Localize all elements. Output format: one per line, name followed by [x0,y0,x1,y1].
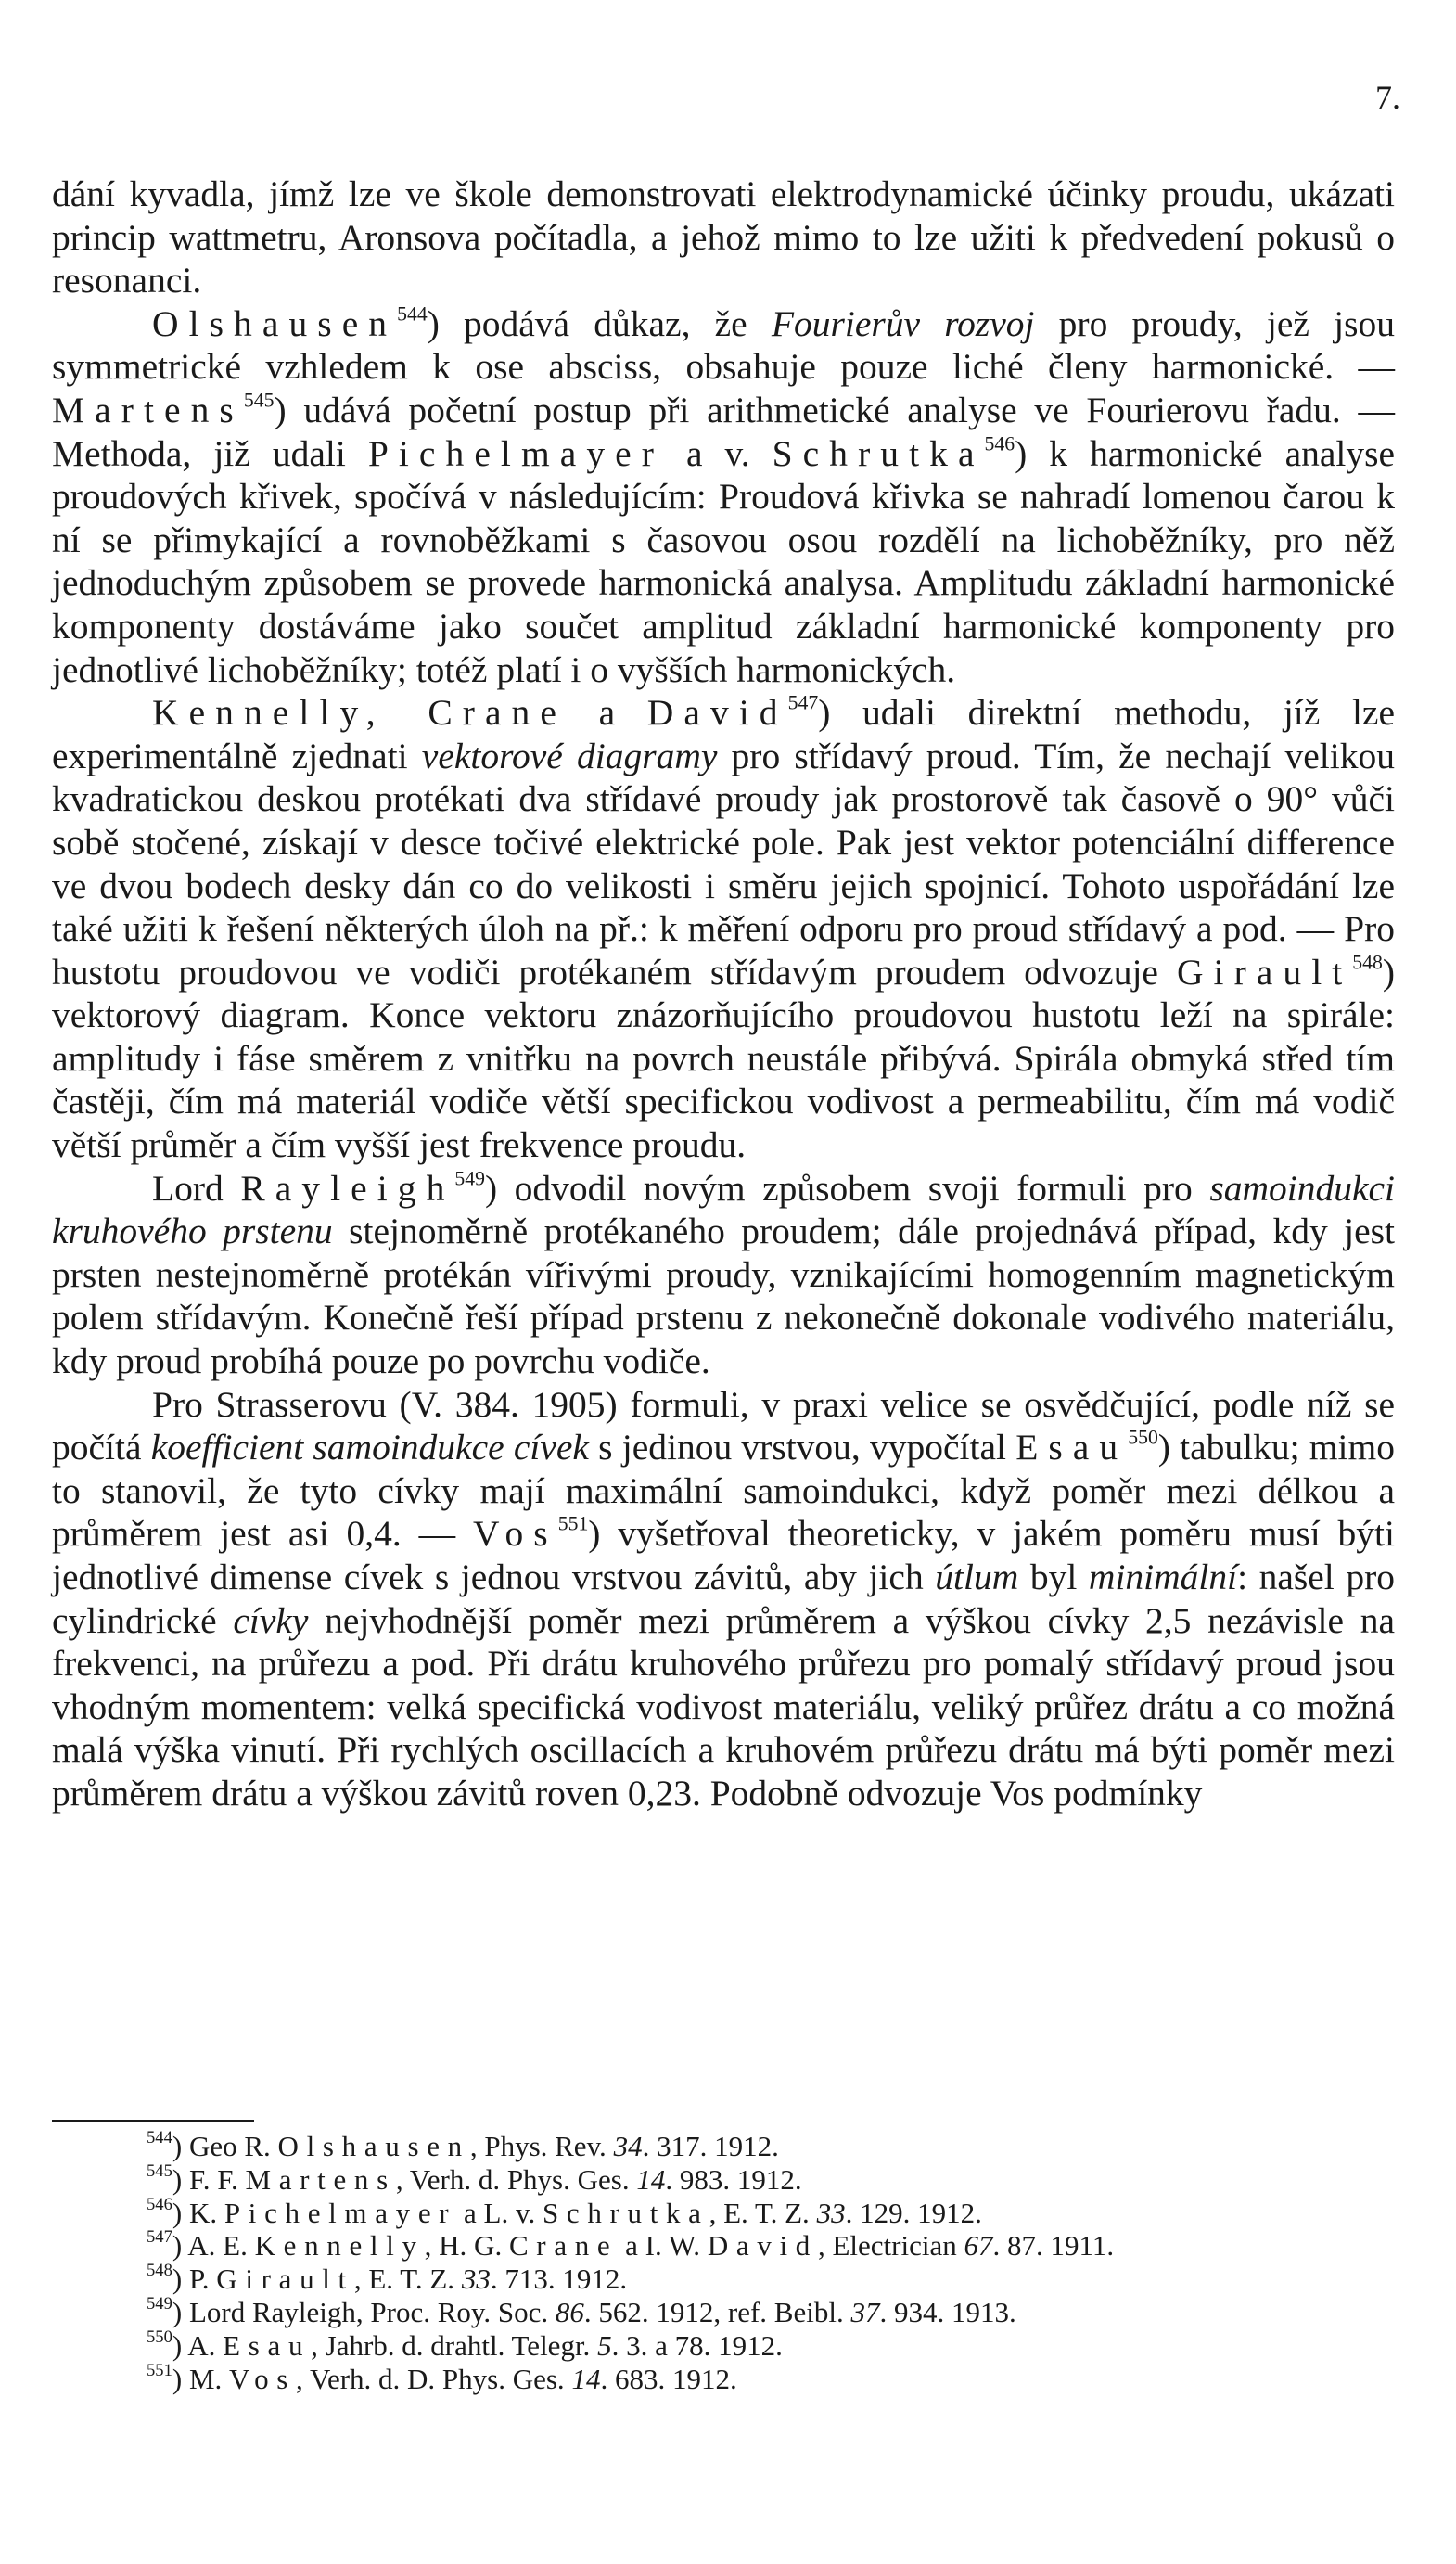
footnote-text: , Jahrb. d. drahtl. Telegr. [311,2328,598,2362]
paragraph-4-text-3: stejnoměrně protékaného proudem; dále projednává případ, kdy jest prsten nestejnoměrně protékán vířivými proudy, vznikajícími homogenním magnetickým polem střídavým. Konečně řeší případ prstenu z nekonečně dokonale vodivého materiálu, kdy proud probíhá pouze po povrchu vodiče. [52,1211,1396,1382]
paragraph-2-text-5: ) k harmonické analyse proudových křivek, spočívá v následujícím: Proudová křivka se nahradí lomenou čarou k ní se přimykající a rovnoběžkami s časovou osou rozdělí na lichoběžníky, pro něž jednoduchým způsobem se provede harmonická analysa. Amplitudu základní harmonické komponenty dostáváme jako součet amplitud základní harmonické komponenty pro jednotlivé lichoběžníky; totéž platí i o vyšších harmonických. [52,432,1396,690]
paragraph-3-text-1: a [566,692,647,734]
paragraph-2-text-2: pro proudy, jež jsou symmetrické vzhledem k ose absciss, obsahuje pouze liché členy harmonické. — [52,302,1395,388]
footnote-text: P. [188,2263,217,2296]
paragraph-5-text-7: nejvhodnější poměr mezi průměrem a výškou cívky 2,5 nezávisle na frekvenci, na průřezu a pod. Při drátu kruhového průřezu pro pomalý střídavý proud jsou vhodným momentem: velká specifická vodivost materiálu, veliký průřez drátu a co možná malá výška vinutí. Při rychlých oscillacích a kruhovém průřezu drátu má býti poměr mezi průměrem drátu a výškou závitů roven 0,23. Podobně odvozuje Vos podmínky [52,1599,1395,1814]
footnote-number: 544 [147,2128,172,2148]
page-number: 7. [1375,79,1400,116]
footnote-text: , Phys. Rev. [469,2130,614,2162]
footnote-volume: 33 [816,2196,846,2229]
author-girault: Girault [1176,951,1353,993]
footnote-551: $^{551}$) M. Vos, Verh. d. D. Phys. Ges. 14. 683. 1912. [147,2360,737,2395]
footnote-text: a L. v. [456,2196,543,2229]
footnote-546: $^{546}$) K. Pichelmayer a L. v. Schrutka, E. T. Z. 33. 129. 1912. [147,2194,982,2229]
footnote-volume: 14 [636,2162,666,2196]
emphasis-fourieruv-rozvoj: Fourierův rozvoj [771,302,1035,344]
footnote-ref-546: 546 [984,432,1015,455]
footnote-544: $^{544}$) Geo R. Olshausen, Phys. Rev. 34. 317. 1912. [147,2128,779,2162]
paragraph-3-text-3: pro střídavý proud. Tím, že nechají velikou kvadratickou deskou protékati dva střídavé proudy jak prostorově tak časově o 90° vůči sobě stočené, získají v desce točivé elektrické pole. Pak jest vektor potenciální difference ve dvou bodech desky dán co do velikosti i směru jejich spojnicí. Tohoto uspořádání lze také užiti k řešení některých úloh na př.: k měření odporu pro proud střídavý a pod. — Pro hustotu proudovou ve vodiči protékaném střídavým proudem odvozuje [52,735,1395,993]
footnote-text: M. [188,2362,230,2395]
footnote-ref-551: 551 [557,1513,589,1536]
author-esau: Esau [1015,1427,1129,1468]
footnote-number: 546 [147,2194,172,2214]
footnote-volume: 37 [850,2295,880,2328]
emphasis-minimalni: minimální [1088,1557,1238,1597]
footnote-text: . 562. 1912, ref. Beibl. [583,2295,851,2328]
footnote-ref-548: 548 [1352,951,1383,974]
footnote-545: $^{545}$) F. F. Martens, Verh. d. Phys. Ges. 14. 983. 1912. [147,2160,802,2196]
footnote-ref-549: 549 [454,1167,485,1190]
footnote-text: , E. T. Z. [353,2263,462,2296]
footnote-text: , E. T. Z. [709,2196,817,2229]
footnote-547: $^{547}$) A. E. Kennelly, H. G. Crane a I. W. David, Electrician 67. 87. 1911. [147,2227,1115,2263]
author-kennelly-crane: Kennelly, Crane [152,692,567,734]
paragraph-4-text-1: Lord [152,1167,241,1209]
footnote-number: 550 [147,2327,172,2347]
emphasis-samoindukci-prstenu: samoindukci kruhového prstenu [52,1167,1395,1252]
footnote-text: . 683. 1912. [600,2362,737,2395]
footnote-volume: 14 [571,2362,601,2395]
paragraph-2-text-3: ) udává početní postup při arithmetické analyse ve Fourierovu řadu. — Methoda, již udali [52,389,1395,474]
paragraph-2 [52,302,1395,691]
footnote-text: . 3. a 78. 1912. [611,2328,783,2362]
emphasis-vektorove-diagramy: vektorové diagramy [421,735,718,776]
paragraph-4-text-2: ) odvodil novým způsobem svoji formuli pro [484,1167,1210,1209]
footnote-volume: 5 [597,2328,612,2362]
footnote-ref-545: 545 [243,389,275,412]
footnote-volume: 67 [964,2229,993,2263]
paragraph-4 [52,1167,1395,1383]
footnote-text: A. E. [187,2229,255,2263]
footnote-ref-544: 544 [397,302,428,326]
footnote-author: Vos [229,2362,297,2395]
footnote-number: 547 [147,2227,172,2248]
footnote-author: Crane [508,2229,619,2263]
footnote-text: . 934. 1913. [879,2295,1016,2328]
footnote-number: 551 [147,2360,172,2380]
footnote-text: . 983. 1912. [665,2162,802,2196]
footnote-550: $^{550}$) A. Esau, Jahrb. d. drahtl. Telegr. 5. 3. a 78. 1912. [147,2327,783,2362]
paragraph-1 [52,173,1395,302]
author-vos: Vos [472,1513,558,1555]
author-schrutka: Schrutka [772,432,985,474]
paragraph-3 [52,691,1395,1167]
footnote-author: Olshausen [277,2130,470,2162]
footnote-text: , Electrician [817,2229,964,2263]
paragraph-5-text-1: Pro Strasserovu (V. 384. 1905) formuli, v praxi velice se osvědčující, podle níž se počítá [52,1383,1395,1468]
paragraph-2-text-1: ) podává důkaz, že [427,302,772,344]
footnote-text: , Verh. d. D. Phys. Ges. [296,2362,572,2395]
footnote-ref-550: 550 [1128,1426,1158,1449]
author-rayleigh: Rayleigh [240,1167,455,1209]
paragraph-5-text-5: byl [1018,1557,1089,1597]
footnote-text: , H. G. [424,2229,509,2263]
emphasis-civky: cívky [233,1599,309,1641]
paragraph-5-text-3: ) tabulku; mimo to stanovil, že tyto cívky mají maximální samoindukci, když poměr mezi délkou a průměrem jest asi 0,4. — [52,1427,1395,1555]
footnote-separator [52,2120,254,2122]
paragraph-5 [52,1383,1395,1815]
footnote-number: 545 [147,2160,172,2181]
footnote-text: . 129. 1912. [845,2196,982,2229]
footnote-volume: 34 [613,2130,643,2162]
author-pichelmayer: Pichelmayer [367,432,664,474]
footnote-text: . 87. 1911. [992,2229,1115,2263]
footnote-author: Esau [223,2328,312,2362]
footnote-text: , Verh. d. Phys. Ges. [395,2162,637,2196]
footnote-ref-547: 547 [787,691,819,714]
footnote-author: Girault [216,2263,354,2296]
footnote-author: David [707,2229,818,2263]
author-martens: Martens [52,389,244,430]
emphasis-utlum: útlum [935,1557,1019,1597]
footnote-text: Lord Rayleigh, Proc. Roy. Soc. [188,2295,556,2328]
footnote-text: Geo R. [188,2130,278,2162]
footnote-text: . 713. 1912. [490,2263,628,2296]
footnote-volume: 86 [555,2295,584,2328]
paragraph-2-text-4: a v. [663,432,773,474]
footnote-author: Martens [245,2162,396,2196]
footnote-549: $^{549}$) Lord Rayleigh, Proc. Roy. Soc. 86. 562. 1912, ref. Beibl. 37. 934. 1913. [147,2294,1016,2328]
footnote-text: . 317. 1912. [642,2130,779,2162]
paragraph-3-text-2: ) udali direktní methodu, jíž lze experimentálně zjednati [52,692,1395,776]
footnote-text: A. [187,2328,224,2362]
footnote-author: Kennelly [254,2229,425,2263]
paragraph-3-text-4: ) vektorový diagram. Konce vektoru znázorňujícího proudovou hustotu leží na spirále: amplitudy i fáse směrem z vnitřku na povrch neustále přibývá. Spirála obmyká střed tím častěji, čím má materiál vodiče větší specifickou vodivost a permeabilitu, čím má vodič větší průměr a čím vyšší jest frekvence proudu. [52,951,1395,1166]
paragraph-5-text-4: ) vyšetřoval theoreticky, v jakém poměru musí býti jednotlivé dimense cívek s jednou vrstvou závitů, aby jich [52,1513,1395,1597]
footnote-author: Schrutka [542,2196,709,2229]
author-olshausen: Olshausen [152,302,398,344]
emphasis-koefficient-samoindukce: koefficient samoindukce cívek [150,1427,589,1468]
paragraph-5-text-2: s jedinou vrstvou, vypočítal [588,1427,1016,1468]
footnote-author: Pichelmayer [224,2196,457,2229]
paragraph-5-text-6: : našel pro cylindrické [52,1557,1395,1641]
footnote-548: $^{548}$) P. Girault, E. T. Z. 33. 713. 1912. [147,2261,628,2296]
footnote-number: 548 [147,2261,172,2281]
footnote-text: F. F. [188,2162,246,2196]
body-text [52,173,1395,1815]
footnotes [52,2130,1395,2395]
footnote-text: a I. W. [618,2229,708,2263]
footnote-volume: 33 [461,2263,491,2296]
footnote-text: K. [188,2196,224,2229]
paragraph-1-text: dání kyvadla, jímž lze ve škole demonstrovati elektrodynamické účinky proudu, ukázati princip wattmetru, Aronsova počítadla, a jehož mimo to lze užiti k předvedení pokusů o resonanci. [52,173,1395,301]
author-david: David [646,692,788,734]
footnote-number: 549 [147,2294,172,2314]
